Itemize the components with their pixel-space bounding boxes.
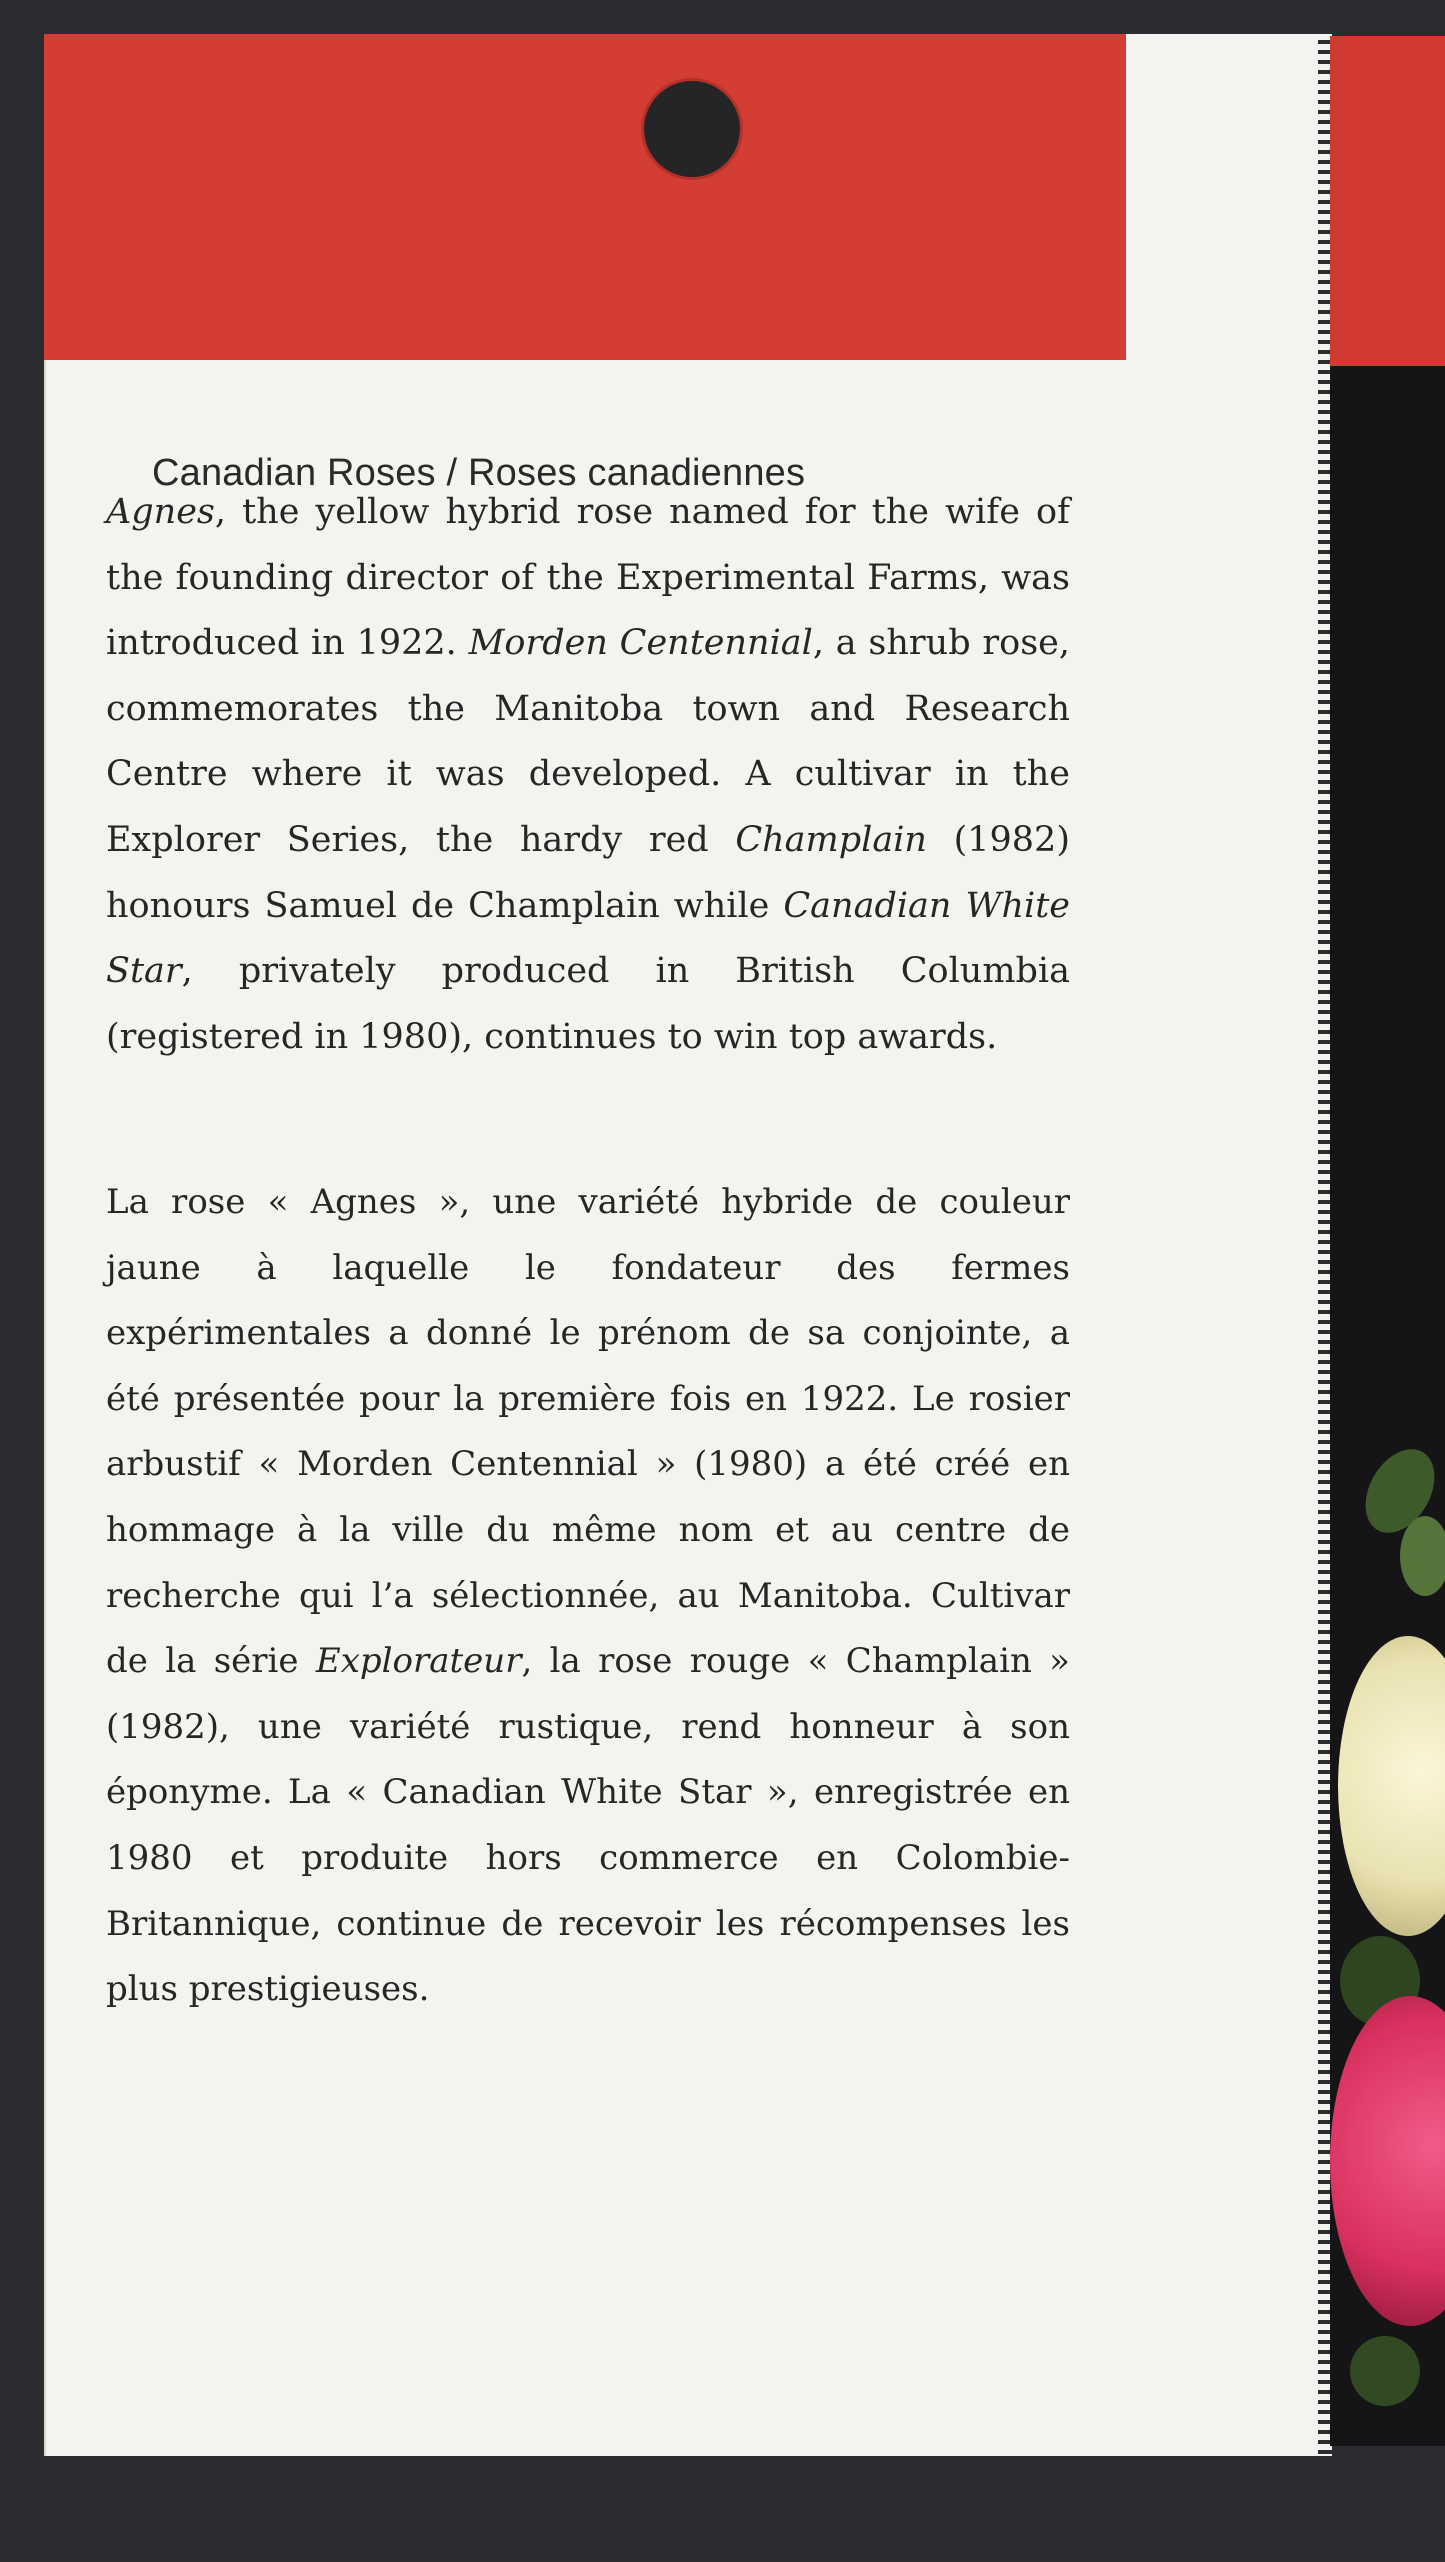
leaf-shape — [1350, 2336, 1420, 2406]
red-header-band — [44, 34, 1126, 360]
english-text-segment: , the yellow hybrid rose named for the wife of the founding director of the Experimental Farms, was introduced in 1922. — [106, 492, 1070, 664]
series-name-explorateur: Explorateur — [315, 1641, 522, 1682]
english-text-segment: , a shrub rose, commemorates the Manitoba town and Research Centre where it was developed. A cultivar in the Explorer Series, the hardy red — [106, 623, 1070, 860]
french-text-segment: , la rose rouge « Champlain » (1982), une variété rustique, rend honneur à son éponyme. La « Canadian White Star », enregistrée en 1980 et produite hors commerce en Colombie-Britannique, continue de recevoir les récompenses les plus prestigieuses. — [106, 1641, 1070, 2010]
rose-name-morden-centennial: Morden Centennial — [468, 623, 813, 664]
french-text-segment: La rose « Agnes », une variété hybride de couleur jaune à laquelle le fondateur des fermes expérimentales a donné le prénom de sa conjointe, a été présentée pour la première fois en 1922. Le rosier arbustif « Morden Centennial » (1980) a été créé en hommage à la ville du même nom et au centre de recherche qui l’a sélectionnée, au Manitoba. Cultivar de la série — [106, 1182, 1070, 1682]
leaf-shape — [1400, 1516, 1445, 1596]
rose-name-canadian-white-star: Canadian White Star — [106, 885, 1070, 992]
pink-rose-image — [1330, 1996, 1445, 2326]
page-title: Canadian Roses / Roses canadiennes — [152, 452, 806, 494]
rose-name-agnes: Agnes — [106, 492, 215, 532]
english-text-segment: (1982) honours Samuel de Champlain while — [106, 819, 1070, 926]
english-text-segment: , privately produced in British Columbia (registered in 1980), continues to win top awards. — [106, 951, 1070, 1057]
hang-hole — [644, 81, 740, 177]
adjacent-panel-photo — [1330, 36, 1445, 2446]
rose-name-champlain: Champlain — [735, 819, 927, 860]
white-rose-image — [1338, 1636, 1445, 1936]
english-description — [106, 480, 1070, 1070]
adjacent-red-band — [1330, 36, 1445, 366]
french-description — [106, 1170, 1070, 2023]
